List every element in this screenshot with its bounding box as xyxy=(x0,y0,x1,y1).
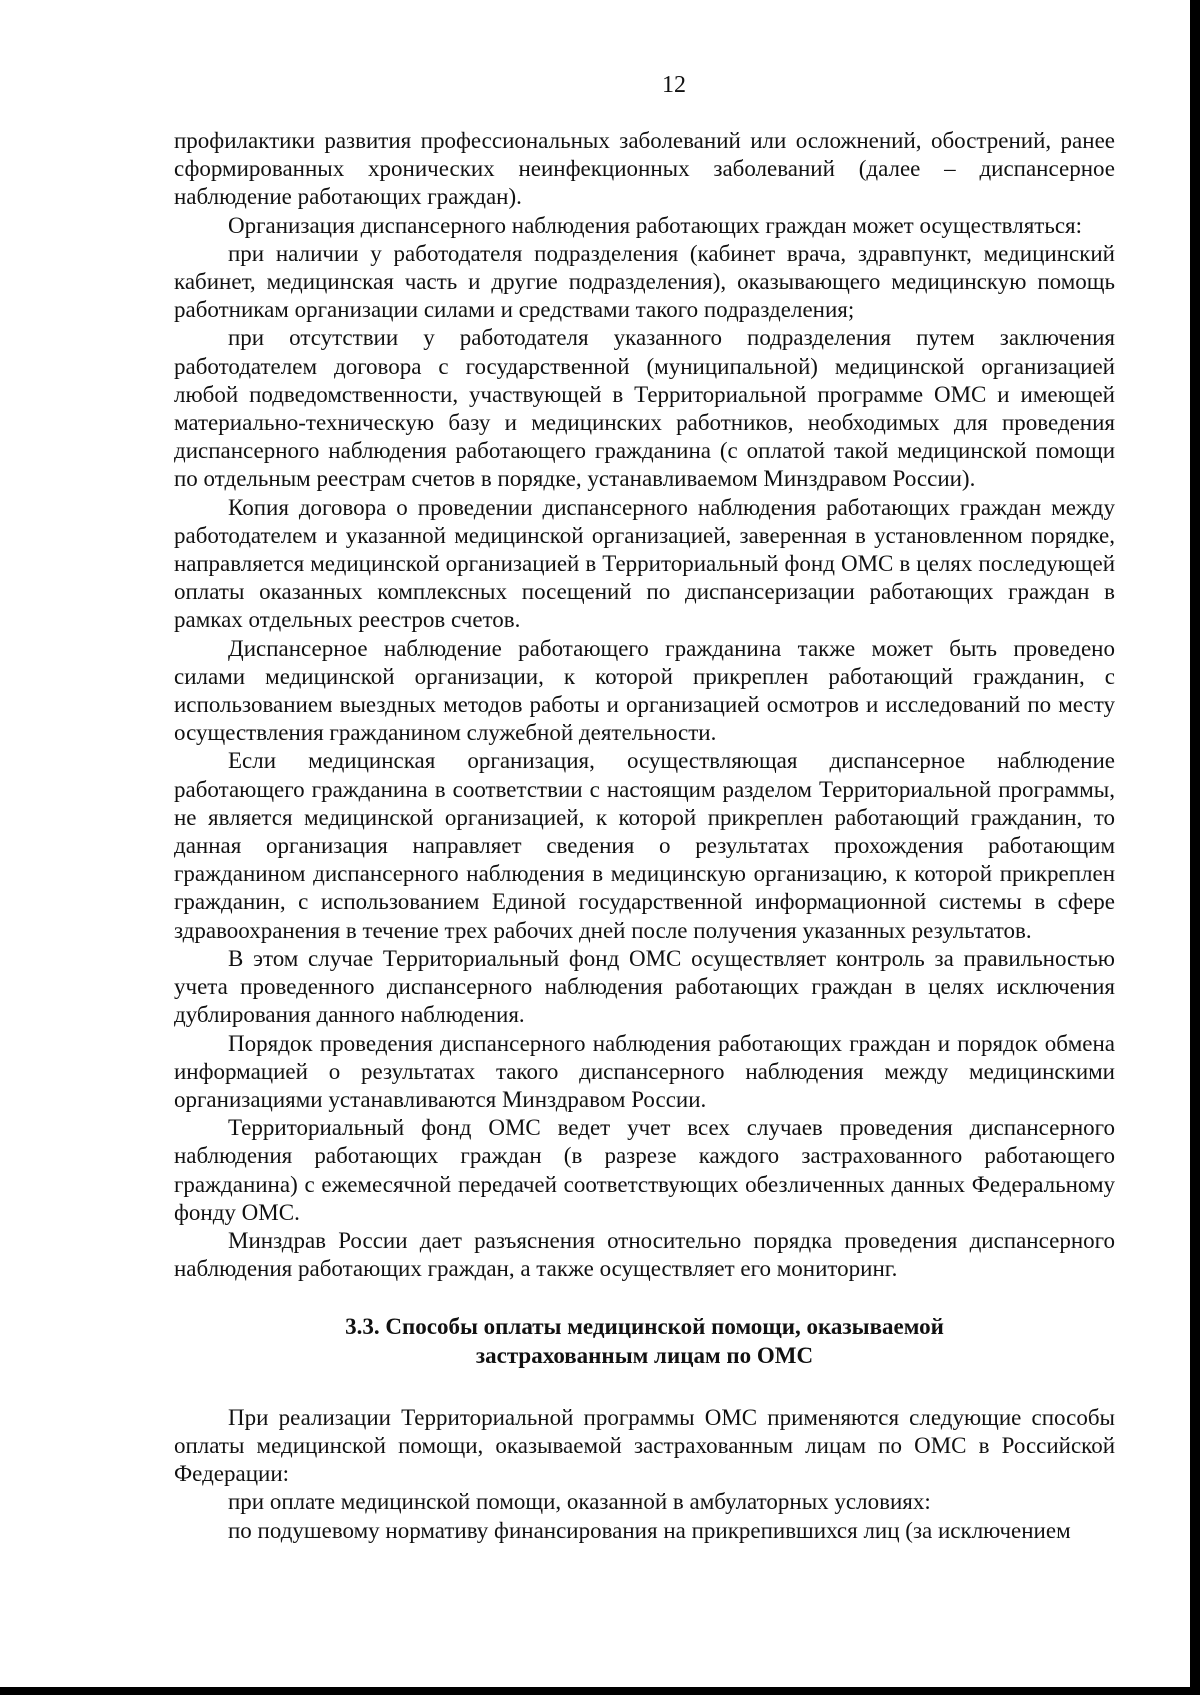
scan-border-bottom xyxy=(0,1687,1200,1695)
paragraph-results-transfer: Если медицинская организация, осуществляющая диспансерное наблюдение работающего гражданина в соответствии с настоящим разделом Территориальной программы, не является медицинской организацией, к которой прикреплен работающий гражданин, то данная организация направляет сведения о результатах прохождения работающим гражданином диспансерного наблюдения в медицинскую организацию, к которой прикреплен гражданин, с использованием Единой государственной информационной системы в сфере здравоохранения в течение трех рабочих дней после получения указанных результатов. xyxy=(174,748,1115,943)
section-paragraph-outpatient: при оплате медицинской помощи, оказанной в амбулаторных условиях: xyxy=(228,1489,931,1515)
paragraph-procedure: Порядок проведения диспансерного наблюдения работающих граждан и порядок обмена информацией о результатах такого диспансерного наблюдения между медицинскими организациями устанавливаются Минздравом России. xyxy=(174,1030,1115,1112)
paragraph-no-employer-unit: при отсутствии у работодателя указанного подразделения путем заключения работодателем договора с государственной (муниципальной) медицинской организацией любой подведомственности, участвующей в Территориальной программе ОМС и имеющей материально-техническую базу и медицинских работников, необходимых для проведения диспансерного наблюдения работающего гражданина (с оплатой такой медицинской помощи по отдельным реестрам счетов в порядке, устанавливаемом Минздравом России). xyxy=(174,325,1115,492)
document-body xyxy=(174,127,1115,1545)
paragraph-fund-accounting: Территориальный фонд ОМС ведет учет всех случаев проведения диспансерного наблюдения работающих граждан (в разрезе каждого застрахованного работающего гражданина) с ежемесячной передачей соответствующих обезличенных данных Федеральному фонду ОМС. xyxy=(174,1115,1115,1225)
paragraph-ministry-clarifications: Минздрав России дает разъяснения относительно порядка проведения диспансерного наблюдения работающих граждан, а также осуществляет его мониторинг. xyxy=(174,1227,1115,1282)
paragraph-attached-organization: Диспансерное наблюдение работающего гражданина также может быть проведено силами медицинской организации, к которой прикреплен работающий гражданин, с использованием выездных методов работы и организацией осмотров и исследований по месту осуществления гражданином служебной деятельности. xyxy=(174,635,1115,746)
paragraph-organization: Организация диспансерного наблюдения работающих граждан может осуществляться: xyxy=(228,212,1083,238)
paragraph-continuation: профилактики развития профессиональных заболеваний или осложнений, обострений, ранее сформированных хронических неинфекционных заболеваний (далее – диспансерное наблюдение работающих граждан). xyxy=(174,128,1115,210)
page-number: 12 xyxy=(662,72,686,98)
paragraph-contract-copy: Копия договора о проведении диспансерного наблюдения работающих граждан между работодателем и указанной медицинской организацией, заверенная в установленном порядке, направляется медицинской организацией в Территориальный фонд ОМС в целях последующей оплаты оказанных комплексных посещений по диспансеризации работающих граждан в рамках отдельных реестров счетов. xyxy=(174,494,1115,633)
paragraph-fund-control: В этом случае Территориальный фонд ОМС осуществляет контроль за правильностью учета проведенного диспансерного наблюдения работающих граждан в целях исключения дублирования данного наблюдения. xyxy=(174,945,1115,1028)
section-paragraph-per-capita: по подушевому нормативу финансирования на прикрепившихся лиц (за исключением xyxy=(228,1517,1071,1543)
section-heading: 3.3. Способы оплаты медицинской помощи, оказываемой застрахованным лицам по ОМС xyxy=(345,1314,944,1368)
scan-border-right xyxy=(1190,0,1200,1695)
section-paragraph-payment-methods: При реализации Территориальной программы ОМС применяются следующие способы оплаты медицинской помощи, оказываемой застрахованным лицам по ОМС в Российской Федерации: xyxy=(174,1404,1115,1487)
paragraph-employer-unit: при наличии у работодателя подразделения (кабинет врача, здравпункт, медицинский кабинет, медицинская часть и другие подразделения), оказывающего медицинскую помощь работникам организации силами и средствами такого подразделения; xyxy=(174,240,1115,323)
